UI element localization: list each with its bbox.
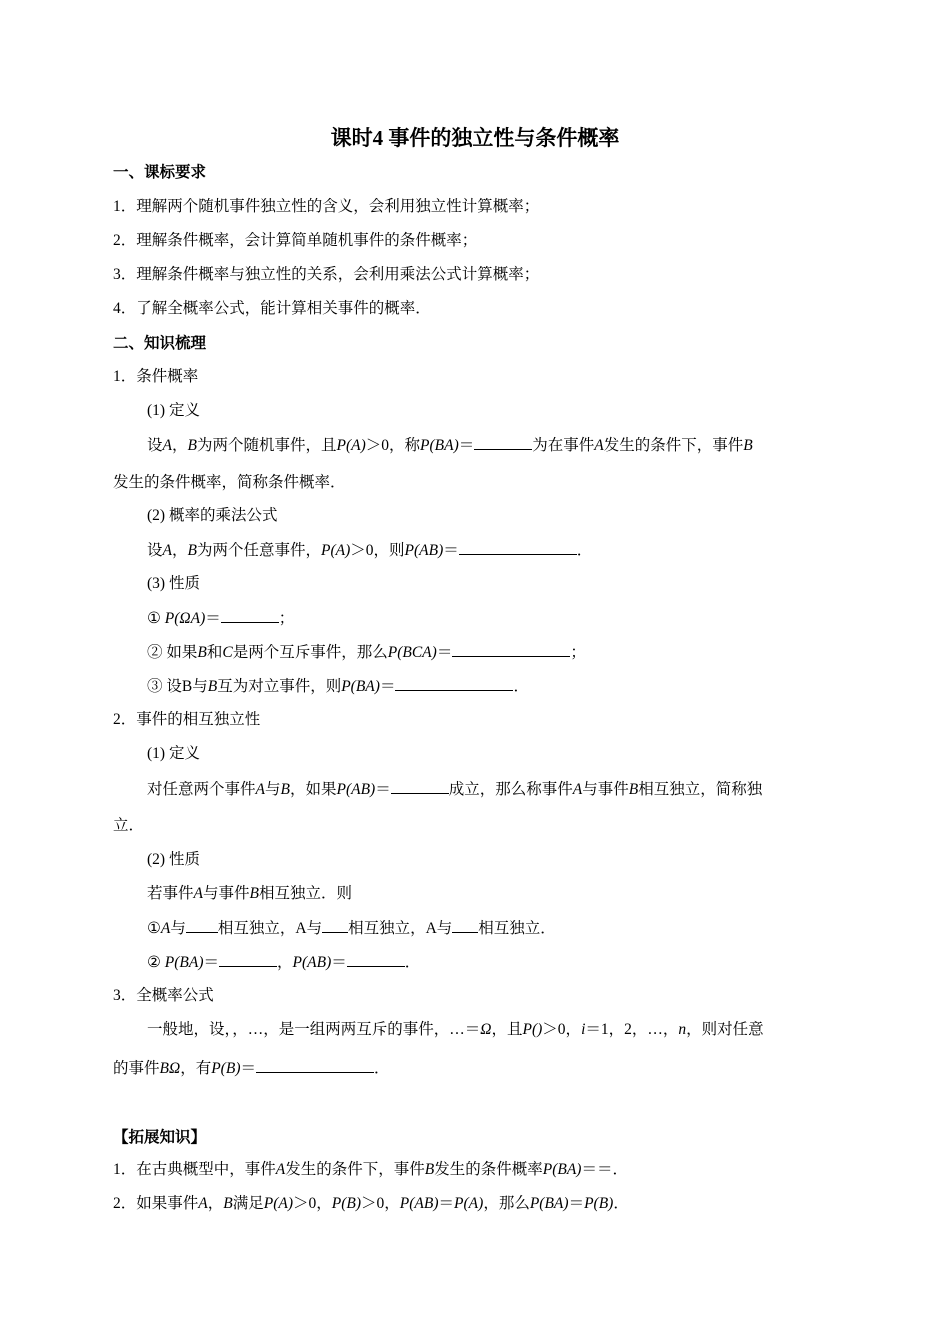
- total-probability-line-2: 的事件BΩ，有P(B)＝ ．: [113, 1060, 390, 1077]
- total-probability-line-1: 一般地，设，，…，是一组两两互斥的事件，…＝Ω，且P()＞0，i＝1，2，…，n，则对任意: [147, 1021, 764, 1038]
- independence-definition-line-2: 立．: [113, 817, 145, 834]
- answer-blank[interactable]: [459, 540, 577, 555]
- answer-blank[interactable]: [186, 918, 218, 933]
- standard-item-3: 3．理解条件概率与独立性的关系，会利用乘法公式计算概率；: [113, 266, 540, 283]
- properties-heading: (3) 性质: [147, 575, 200, 592]
- independence-properties-heading: (2) 性质: [147, 851, 200, 868]
- answer-blank[interactable]: [221, 608, 279, 623]
- definition-heading: (1) 定义: [147, 402, 200, 419]
- answer-blank[interactable]: [219, 952, 277, 967]
- independence-property-2: ② P(BA)＝ ，P(AB)＝ ．: [147, 954, 421, 971]
- standard-item-1: 1．理解两个随机事件独立性的含义，会利用独立性计算概率；: [113, 198, 540, 215]
- definition-line-1: 设A，B为两个随机事件，且P(A)＞0，称P(BA)＝ 为在事件A发生的条件下，事件B: [147, 437, 753, 454]
- answer-blank[interactable]: [322, 918, 348, 933]
- extension-heading: 【拓展知识】: [113, 1129, 207, 1146]
- answer-blank[interactable]: [347, 952, 405, 967]
- extension-item-2: 2．如果事件A，B满足P(A)＞0，P(B)＞0，P(AB)＝P(A)，那么P(BA)＝P(B)．: [113, 1195, 629, 1212]
- property-1: ① P(ΩA)＝ ；: [147, 610, 295, 627]
- independence-definition-heading: (1) 定义: [147, 745, 200, 762]
- subsection-independence: 2．事件的相互独立性: [113, 711, 261, 728]
- subsection-conditional-probability: 1．条件概率: [113, 368, 199, 385]
- answer-blank[interactable]: [452, 642, 570, 657]
- standard-item-2: 2．理解条件概率，会计算简单随机事件的条件概率；: [113, 232, 478, 249]
- property-2: ② 如果B和C是两个互斥事件，那么P(BCA)＝ ；: [147, 644, 586, 661]
- independence-property-1: ①A与 相互独立，A与 相互独立，A与 相互独立．: [147, 920, 556, 937]
- extension-item-1: 1．在古典概型中，事件A发生的条件下，事件B发生的条件概率P(BA)＝＝．: [113, 1161, 628, 1178]
- answer-blank[interactable]: [391, 779, 449, 794]
- answer-blank[interactable]: [395, 676, 513, 691]
- page-title: 课时4 事件的独立性与条件概率: [330, 126, 620, 150]
- independence-definition-line-1: 对任意两个事件A与B，如果P(AB)＝ 成立，那么称事件A与事件B相互独立，简称独: [147, 781, 763, 798]
- multiplication-formula-heading: (2) 概率的乘法公式: [147, 507, 278, 524]
- standard-item-4: 4．了解全概率公式，能计算相关事件的概率．: [113, 300, 431, 317]
- independence-properties-intro: 若事件A与事件B相互独立．则: [147, 885, 352, 902]
- answer-blank[interactable]: [452, 918, 478, 933]
- definition-line-2: 发生的条件概率，简称条件概率．: [113, 474, 346, 491]
- subsection-total-probability: 3．全概率公式: [113, 987, 214, 1004]
- answer-blank[interactable]: [256, 1058, 374, 1073]
- property-3: ③ 设B与B互为对立事件，则P(BA)＝ ．: [147, 678, 529, 695]
- answer-blank[interactable]: [474, 435, 532, 450]
- section-heading-standards: 一、课标要求: [113, 164, 207, 181]
- section-heading-knowledge: 二、知识梳理: [113, 335, 207, 352]
- multiplication-formula-line: 设A，B为两个任意事件，P(A)＞0，则P(AB)＝ ．: [147, 542, 593, 559]
